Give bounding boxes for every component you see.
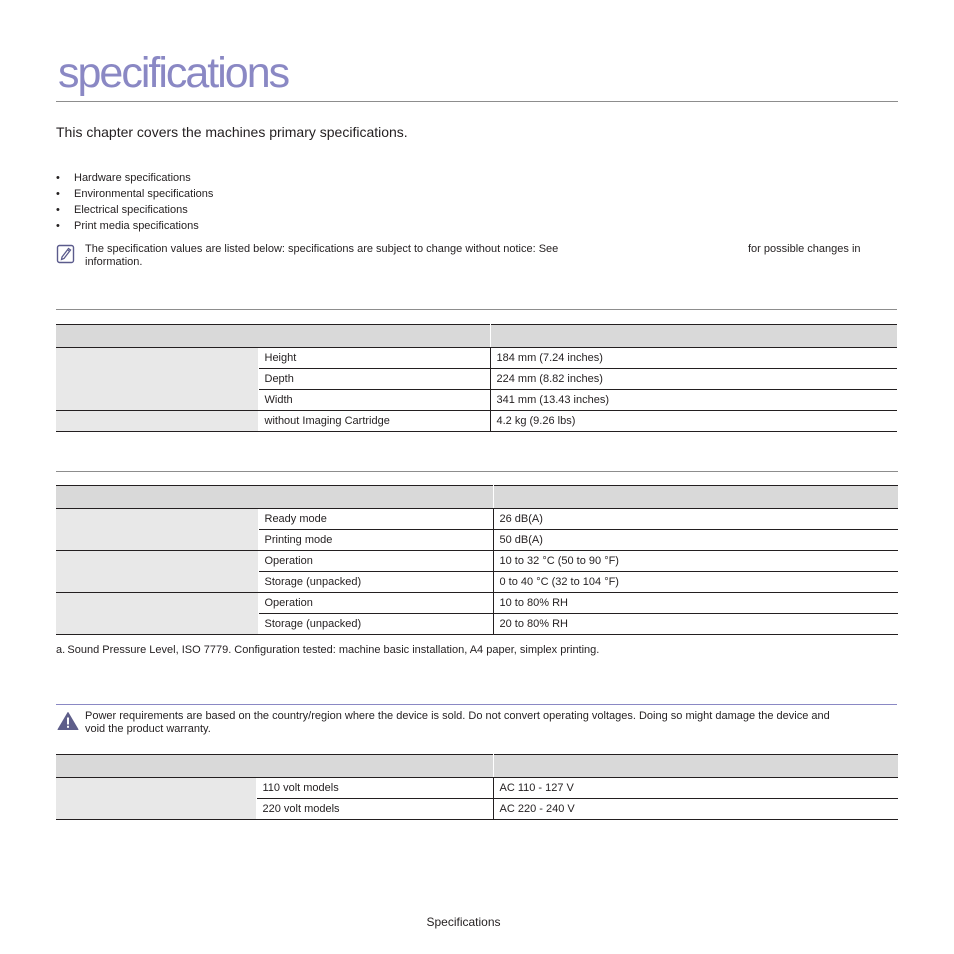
table-header-cell bbox=[493, 755, 898, 778]
chapter-intro: This chapter covers the machines primary specifications. bbox=[56, 124, 408, 140]
sub-cell: Storage (unpacked) bbox=[258, 614, 493, 635]
category-cell bbox=[56, 593, 258, 635]
category-cell bbox=[56, 411, 258, 432]
sub-cell: Ready mode bbox=[258, 509, 493, 530]
value-cell: 0 to 40 °C (32 to 104 °F) bbox=[493, 572, 898, 593]
list-item-label: Electrical specifications bbox=[74, 204, 188, 216]
list-item[interactable]: • Print media specifications bbox=[56, 220, 199, 232]
table-header-cell bbox=[56, 755, 493, 778]
sub-cell: without Imaging Cartridge bbox=[258, 411, 490, 432]
value-cell: AC 220 - 240 V bbox=[493, 799, 898, 820]
sub-cell: Width bbox=[258, 390, 490, 411]
category-cell bbox=[56, 348, 258, 411]
list-item[interactable]: • Hardware specifications bbox=[56, 172, 191, 184]
value-cell: 50 dB(A) bbox=[493, 530, 898, 551]
electrical-section-divider bbox=[56, 704, 897, 705]
hardware-spec-table bbox=[56, 324, 897, 432]
sub-cell: Storage (unpacked) bbox=[258, 572, 493, 593]
table-header-cell bbox=[56, 325, 490, 348]
sub-cell: Height bbox=[258, 348, 490, 369]
note-text-line2: information. bbox=[85, 256, 143, 268]
value-cell: 10 to 32 °C (50 to 90 °F) bbox=[493, 551, 898, 572]
list-item-label: Environmental specifications bbox=[74, 188, 214, 200]
value-cell: 10 to 80% RH bbox=[493, 593, 898, 614]
table-header-cell bbox=[490, 325, 897, 348]
title-divider bbox=[56, 101, 898, 102]
environment-spec-table bbox=[56, 485, 898, 635]
section-list bbox=[56, 170, 213, 234]
value-cell: 224 mm (8.82 inches) bbox=[490, 369, 897, 390]
table-header-cell bbox=[493, 486, 898, 509]
page-footer: Specifications bbox=[426, 915, 501, 929]
table-header-row bbox=[56, 325, 897, 348]
list-item-label: Print media specifications bbox=[74, 220, 199, 232]
note-text-continuation: for possible changes in bbox=[748, 243, 861, 255]
value-cell: 26 dB(A) bbox=[493, 509, 898, 530]
note-text-line1: The specification values are listed below: specifications are subject to change without notice: See bbox=[85, 243, 559, 255]
sub-cell: Depth bbox=[258, 369, 490, 390]
category-cell bbox=[56, 551, 258, 593]
note-pencil-icon bbox=[56, 244, 76, 264]
table-header-cell bbox=[56, 486, 493, 509]
list-item[interactable]: • Environmental specifications bbox=[56, 188, 214, 200]
sub-cell: 110 volt models bbox=[256, 778, 493, 799]
environment-section-divider bbox=[56, 471, 898, 472]
table-header-row bbox=[56, 755, 898, 778]
warning-text-line2: void the product warranty. bbox=[85, 723, 211, 735]
category-cell bbox=[56, 509, 258, 551]
sub-cell: Operation bbox=[258, 593, 493, 614]
value-cell: 20 to 80% RH bbox=[493, 614, 898, 635]
page-title: specifications bbox=[58, 49, 289, 97]
warning-text-line1: Power requirements are based on the country/region where the device is sold. Do not convert operating voltages. Doing so might damage the device and bbox=[85, 710, 830, 722]
table-row bbox=[56, 348, 897, 369]
sub-cell: Operation bbox=[258, 551, 493, 572]
table-row bbox=[56, 509, 898, 530]
value-cell: 184 mm (7.24 inches) bbox=[490, 348, 897, 369]
category-cell bbox=[56, 778, 256, 820]
table-header-row bbox=[56, 486, 898, 509]
sub-cell: 220 volt models bbox=[256, 799, 493, 820]
value-cell: 341 mm (13.43 inches) bbox=[490, 390, 897, 411]
electrical-spec-table bbox=[56, 754, 898, 820]
table-row bbox=[56, 411, 897, 432]
sub-cell: Printing mode bbox=[258, 530, 493, 551]
value-cell: 4.2 kg (9.26 lbs) bbox=[490, 411, 897, 432]
table-footnote: a. Sound Pressure Level, ISO 7779. Configuration tested: machine basic installation, A4 paper, simplex printing. bbox=[56, 644, 600, 656]
hardware-section-divider bbox=[56, 309, 897, 310]
list-item-label: Hardware specifications bbox=[74, 172, 191, 184]
table-row bbox=[56, 593, 898, 614]
list-item[interactable]: • Electrical specifications bbox=[56, 204, 188, 216]
value-cell: AC 110 - 127 V bbox=[493, 778, 898, 799]
warning-triangle-icon bbox=[57, 711, 77, 731]
table-row bbox=[56, 778, 898, 799]
table-row bbox=[56, 551, 898, 572]
